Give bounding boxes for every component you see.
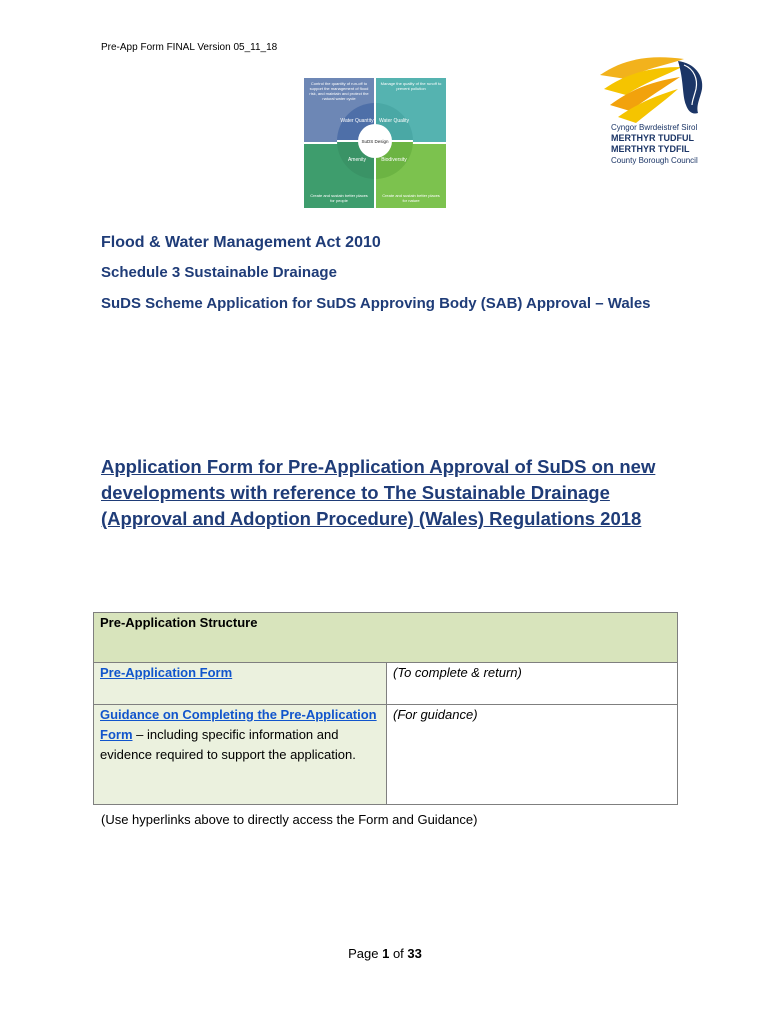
water-quality-description: Manage the quality of the runoff to prevent pollution [380,81,442,91]
council-welsh-town: MERTHYR TUDFUL [611,133,694,143]
pre-application-form-link[interactable]: Pre-Application Form [100,665,233,680]
council-english-name: County Borough Council [611,156,698,165]
page-footer [0,946,770,961]
hyperlink-note: (Use hyperlinks above to directly access the Form and Guidance) [101,812,478,827]
guidance-link-cell [94,705,387,805]
act-title: Flood & Water Management Act 2010 [101,234,381,251]
biodiversity-description: Create and sustain better places for nature [382,193,440,203]
table-row [94,705,678,805]
guidance-description: – including specific information and evidence required to support the application. [100,727,356,762]
council-name-block [611,122,698,166]
suds-pillars-diagram [302,75,446,208]
structure-header: Pre-Application Structure [94,613,678,663]
council-welsh-name: Cyngor Bwrdeistref Sirol [611,123,698,132]
ring-label-quantity: Water Quantity [340,118,374,124]
suds-design-label: SuDS Design [361,138,389,144]
table-header-row [94,613,678,663]
guidance-note-cell [387,705,678,805]
guidance-note: (For guidance) [393,707,478,722]
ring-label-amenity: Amenity [347,157,367,163]
scheme-title: SuDS Scheme Application for SuDS Approving Body (SAB) Approval – Wales [101,295,651,312]
form-note: (To complete & return) [393,665,522,680]
water-quantity-description: Control the quantity of run-off to support the management of flood risk, and maintain and protect the natural water cycle [309,81,369,101]
ring-label-quality: Water Quality [378,118,410,124]
current-page-number: 1 [382,946,390,961]
total-pages-number: 33 [407,946,422,961]
guidance-link[interactable]: Guidance on Completing the Pre-Application Form [100,707,377,742]
amenity-description: Create and sustain better places for people [310,193,368,203]
ring-label-biodiversity: Biodiversity [381,157,407,163]
of-word: of [392,946,404,961]
schedule-title: Schedule 3 Sustainable Drainage [101,264,337,281]
pre-application-structure-table [93,612,678,805]
table-row [94,663,678,705]
form-note-cell [387,663,678,705]
page-word: Page [348,946,379,961]
form-main-heading: Application Form for Pre-Application Approval of SuDS on new developments with reference to The Sustainable Drainage (Approval and Adoption Procedure) (Wales) Regulations 2018 [101,456,656,529]
document-version-note: Pre-App Form FINAL Version 05_11_18 [101,42,278,53]
form-link-cell [94,663,387,705]
suds-design-center [358,124,392,158]
council-english-town: MERTHYR TYDFIL [611,144,690,154]
